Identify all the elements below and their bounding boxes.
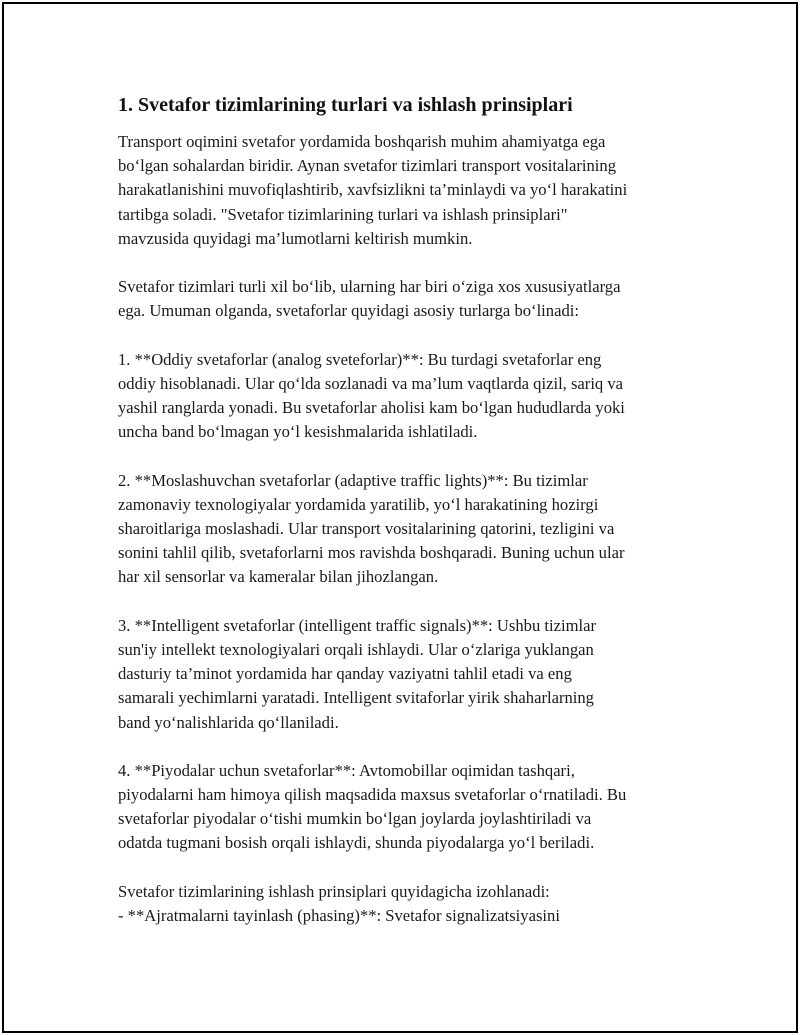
paragraph-4-line: sharoitlariga moslashadi. Ular transport vositalarining qatorini, tezligini va: [118, 519, 615, 538]
paragraph-2-line: Svetafor tizimlari turli xil bo‘lib, ularning har biri o‘ziga xos xususiyatlarga: [118, 277, 621, 297]
paragraph-gap: [118, 444, 688, 468]
paragraph-gap: [118, 735, 688, 759]
paragraph-5-line: samarali yechimlarni yaratadi. Intelligent svitaforlar yirik shaharlarning: [118, 688, 594, 708]
paragraph-gap: [118, 324, 688, 348]
paragraph-3-line: oddiy hisoblanadi. Ular qo‘lda sozlanadi va ma’lum vaqtlarda qizil, sariq va: [118, 373, 624, 393]
text-lines: [118, 130, 688, 928]
paragraph-7-line: - **Ajratmalarni tayinlash (phasing)**: Svetafor signalizatsiyasini: [118, 906, 560, 925]
paragraph-7-line: Svetafor tizimlarining ishlash prinsiplari quyidagicha izohlanadi:: [118, 881, 550, 901]
paragraph-4-line: zamonaviy texnologiyalar yordamida yaratilib, yo‘l harakatining hozirgi: [118, 494, 599, 514]
paragraph-4-line: sonini tahlil qilib, svetaforlarni mos ravishda boshqaradi. Buning uchun ular: [118, 543, 625, 563]
paragraph-5-line: dasturiy ta’minot yordamida har qanday vaziyatni tahlil etadi va eng: [118, 664, 572, 684]
section-heading: 1. Svetafor tizimlarining turlari va ishlash prinsiplari: [118, 94, 573, 116]
paragraph-4-line: har xil sensorlar va kameralar bilan jihozlangan.: [118, 567, 439, 587]
paragraph-1-line: mavzusida quyidagi ma’lumotlarni keltirish mumkin.: [118, 228, 473, 248]
paragraph-gap: [118, 856, 688, 880]
paragraph-gap: [118, 590, 688, 614]
paragraph-5-line: band yo‘nalishlarida qo‘llaniladi.: [118, 712, 339, 732]
paragraph-1-line: harakatlanishini muvofiqlashtirib, xavfsizlikni ta’minlaydi va yo‘l harakatini: [118, 180, 628, 200]
paragraph-6-line: odatda tugmani bosish orqali ishlaydi, shunda piyodalarga yo‘l beriladi.: [118, 833, 595, 853]
document-body: [118, 92, 688, 928]
paragraph-1-line: Transport oqimini svetafor yordamida boshqarish muhim ahamiyatga ega: [118, 132, 606, 151]
paragraph-gap: [118, 251, 688, 275]
paragraph-6-line: svetaforlar piyodalar o‘tishi mumkin bo‘lgan joylarda joylashtiriladi va: [118, 809, 592, 829]
paragraph-5-line: 3. **Intelligent svetaforlar (intelligent traffic signals)**: Ushbu tizimlar: [118, 615, 597, 635]
paragraph-3-line: uncha band bo‘lmagan yo‘l kesishmalarida ishlatiladi.: [118, 422, 478, 442]
paragraph-6-line: 4. **Piyodalar uchun svetaforlar**: Avtomobillar oqimidan tashqari,: [118, 760, 575, 780]
paragraph-3-line: 1. **Oddiy svetaforlar (analog sveteforlar)**: Bu turdagi svetaforlar eng: [118, 349, 602, 369]
paragraph-2-line: ega. Umuman olganda, svetaforlar quyidagi asosiy turlarga bo‘linadi:: [118, 301, 579, 321]
paragraph-1-line: tartibga soladi. "Svetafor tizimlarining turlari va ishlash prinsiplari": [118, 204, 568, 224]
paragraph-3-line: yashil ranglarda yonadi. Bu svetaforlar aholisi kam bo‘lgan hududlarda yoki: [118, 398, 625, 418]
paragraph-6-line: piyodalarni ham himoya qilish maqsadida maxsus svetaforlar o‘rnatiladi. Bu: [118, 785, 627, 805]
paragraph-1-line: bo‘lgan sohalardan biridir. Aynan svetafor tizimlari transport vositalarining: [118, 156, 617, 176]
paragraph-4-line: 2. **Moslashuvchan svetaforlar (adaptive traffic lights)**: Bu tizimlar: [118, 470, 588, 490]
paragraph-5-line: sun'iy intellekt texnologiyalari orqali ishlaydi. Ular o‘zlariga yuklangan: [118, 639, 594, 659]
